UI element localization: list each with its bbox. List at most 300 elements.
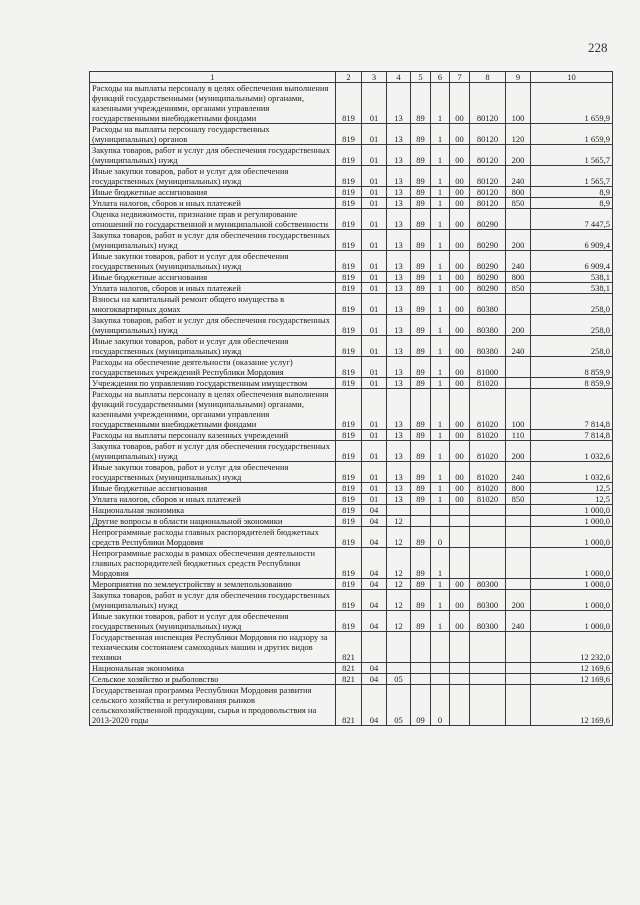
program-code-cell: 89	[411, 251, 431, 272]
section-code-cell: 01	[362, 494, 387, 505]
subprogram-code-cell	[431, 516, 450, 527]
row-name-cell: Иные бюджетные ассигнования	[90, 187, 336, 198]
main-event-code-cell: 00	[450, 198, 470, 209]
ministry-code-cell: 819	[336, 590, 362, 611]
amount-cell: 538,1	[531, 283, 613, 294]
main-event-code-cell: 00	[450, 230, 470, 251]
direction-code-cell: 80120	[470, 83, 506, 124]
header-cell: 8	[470, 72, 506, 83]
section-code-cell: 01	[362, 166, 387, 187]
direction-code-cell: 80300	[470, 611, 506, 632]
row-name-cell: Закупка товаров, работ и услуг для обеспечения государственных (муниципальных) нужд	[90, 590, 336, 611]
ministry-code-cell: 819	[336, 166, 362, 187]
section-code-cell: 01	[362, 378, 387, 389]
expense-type-code-cell: 200	[506, 441, 531, 462]
subprogram-code-cell: 1	[431, 483, 450, 494]
amount-cell: 12 169,6	[531, 674, 613, 685]
amount-cell: 8,9	[531, 198, 613, 209]
subprogram-code-cell: 1	[431, 336, 450, 357]
main-event-code-cell: 00	[450, 336, 470, 357]
amount-cell: 258,0	[531, 336, 613, 357]
section-code-cell: 01	[362, 441, 387, 462]
row-name-cell: Иные закупки товаров, работ и услуг для обеспечения государственных (муниципальных) нужд	[90, 462, 336, 483]
direction-code-cell: 80120	[470, 124, 506, 145]
subsection-code-cell	[387, 505, 411, 516]
row-name-cell: Иные закупки товаров, работ и услуг для обеспечения государственных (муниципальных) нужд	[90, 336, 336, 357]
header-cell: 10	[531, 72, 613, 83]
ministry-code-cell: 819	[336, 378, 362, 389]
subprogram-code-cell: 1	[431, 548, 450, 579]
program-code-cell: 89	[411, 145, 431, 166]
amount-cell: 258,0	[531, 294, 613, 315]
amount-cell: 1 000,0	[531, 590, 613, 611]
direction-code-cell: 80290	[470, 272, 506, 283]
program-code-cell: 89	[411, 124, 431, 145]
table-row	[90, 663, 613, 674]
section-code-cell: 04	[362, 527, 387, 548]
expense-type-code-cell: 240	[506, 462, 531, 483]
table-row	[90, 357, 613, 378]
table-row	[90, 283, 613, 294]
subsection-code-cell: 13	[387, 166, 411, 187]
direction-code-cell	[470, 527, 506, 548]
section-code-cell: 04	[362, 505, 387, 516]
subsection-code-cell: 12	[387, 611, 411, 632]
main-event-code-cell: 00	[450, 166, 470, 187]
expense-type-code-cell: 850	[506, 198, 531, 209]
ministry-code-cell: 819	[336, 83, 362, 124]
program-code-cell: 89	[411, 272, 431, 283]
direction-code-cell: 81020	[470, 389, 506, 430]
subsection-code-cell: 12	[387, 548, 411, 579]
expense-type-code-cell	[506, 527, 531, 548]
section-code-cell: 04	[362, 548, 387, 579]
row-name-cell: Уплата налогов, сборов и иных платежей	[90, 494, 336, 505]
direction-code-cell: 80290	[470, 283, 506, 294]
expense-type-code-cell	[506, 579, 531, 590]
subprogram-code-cell: 1	[431, 230, 450, 251]
ministry-code-cell: 819	[336, 283, 362, 294]
ministry-code-cell: 819	[336, 357, 362, 378]
row-name-cell: Иные бюджетные ассигнования	[90, 272, 336, 283]
main-event-code-cell: 00	[450, 389, 470, 430]
section-code-cell: 04	[362, 663, 387, 674]
header-cell: 1	[90, 72, 336, 83]
section-code-cell	[362, 632, 387, 663]
subprogram-code-cell: 1	[431, 579, 450, 590]
program-code-cell	[411, 663, 431, 674]
direction-code-cell	[470, 685, 506, 726]
program-code-cell: 89	[411, 483, 431, 494]
direction-code-cell	[470, 632, 506, 663]
expense-type-code-cell: 200	[506, 230, 531, 251]
table-body	[90, 83, 613, 726]
section-code-cell: 04	[362, 516, 387, 527]
program-code-cell: 89	[411, 209, 431, 230]
subsection-code-cell: 12	[387, 579, 411, 590]
program-code-cell	[411, 674, 431, 685]
amount-cell: 1 000,0	[531, 611, 613, 632]
program-code-cell: 89	[411, 315, 431, 336]
subsection-code-cell	[387, 663, 411, 674]
direction-code-cell	[470, 516, 506, 527]
main-event-code-cell	[450, 505, 470, 516]
header-cell: 5	[411, 72, 431, 83]
row-name-cell: Уплата налогов, сборов и иных платежей	[90, 198, 336, 209]
direction-code-cell: 80380	[470, 294, 506, 315]
ministry-code-cell: 819	[336, 294, 362, 315]
expense-type-code-cell	[506, 674, 531, 685]
main-event-code-cell: 00	[450, 294, 470, 315]
amount-cell: 258,0	[531, 315, 613, 336]
main-event-code-cell: 00	[450, 430, 470, 441]
table-row	[90, 590, 613, 611]
main-event-code-cell: 00	[450, 315, 470, 336]
table-row	[90, 83, 613, 124]
main-event-code-cell	[450, 674, 470, 685]
row-name-cell: Иные закупки товаров, работ и услуг для обеспечения государственных (муниципальных) нужд	[90, 251, 336, 272]
ministry-code-cell: 819	[336, 251, 362, 272]
header-cell: 6	[431, 72, 450, 83]
section-code-cell: 01	[362, 124, 387, 145]
table-row	[90, 198, 613, 209]
amount-cell: 1 000,0	[531, 548, 613, 579]
ministry-code-cell: 819	[336, 579, 362, 590]
program-code-cell: 89	[411, 527, 431, 548]
subsection-code-cell: 13	[387, 462, 411, 483]
amount-cell: 1 565,7	[531, 145, 613, 166]
expense-type-code-cell: 200	[506, 590, 531, 611]
main-event-code-cell: 00	[450, 283, 470, 294]
ministry-code-cell: 821	[336, 674, 362, 685]
main-event-code-cell: 00	[450, 590, 470, 611]
table-row	[90, 505, 613, 516]
program-code-cell: 89	[411, 579, 431, 590]
ministry-code-cell: 819	[336, 483, 362, 494]
section-code-cell: 01	[362, 272, 387, 283]
subprogram-code-cell: 1	[431, 294, 450, 315]
section-code-cell: 01	[362, 145, 387, 166]
program-code-cell: 89	[411, 198, 431, 209]
section-code-cell: 01	[362, 283, 387, 294]
direction-code-cell: 81020	[470, 430, 506, 441]
program-code-cell: 89	[411, 611, 431, 632]
direction-code-cell: 80300	[470, 579, 506, 590]
subprogram-code-cell: 1	[431, 494, 450, 505]
direction-code-cell: 80290	[470, 251, 506, 272]
table-row	[90, 516, 613, 527]
subprogram-code-cell: 1	[431, 166, 450, 187]
expense-type-code-cell	[506, 294, 531, 315]
main-event-code-cell: 00	[450, 579, 470, 590]
row-name-cell: Иные закупки товаров, работ и услуг для обеспечения государственных (муниципальных) нужд	[90, 166, 336, 187]
main-event-code-cell: 00	[450, 494, 470, 505]
subsection-code-cell: 13	[387, 315, 411, 336]
table-row	[90, 315, 613, 336]
expense-type-code-cell: 240	[506, 611, 531, 632]
section-code-cell: 01	[362, 389, 387, 430]
main-event-code-cell: 00	[450, 378, 470, 389]
amount-cell: 1 659,9	[531, 124, 613, 145]
main-event-code-cell: 00	[450, 611, 470, 632]
ministry-code-cell: 821	[336, 685, 362, 726]
row-name-cell: Закупка товаров, работ и услуг для обеспечения государственных (муниципальных) нужд	[90, 441, 336, 462]
header-cell: 4	[387, 72, 411, 83]
expense-type-code-cell: 800	[506, 483, 531, 494]
direction-code-cell: 81020	[470, 441, 506, 462]
section-code-cell: 04	[362, 685, 387, 726]
subsection-code-cell: 13	[387, 430, 411, 441]
expense-type-code-cell	[506, 209, 531, 230]
amount-cell: 7 447,5	[531, 209, 613, 230]
subsection-code-cell: 13	[387, 145, 411, 166]
main-event-code-cell	[450, 663, 470, 674]
section-code-cell: 01	[362, 198, 387, 209]
amount-cell: 1 000,0	[531, 527, 613, 548]
table-row	[90, 389, 613, 430]
section-code-cell: 01	[362, 83, 387, 124]
main-event-code-cell: 00	[450, 251, 470, 272]
expense-type-code-cell: 120	[506, 124, 531, 145]
subprogram-code-cell: 1	[431, 187, 450, 198]
section-code-cell: 04	[362, 590, 387, 611]
direction-code-cell: 80380	[470, 315, 506, 336]
main-event-code-cell: 00	[450, 124, 470, 145]
subprogram-code-cell: 1	[431, 357, 450, 378]
ministry-code-cell: 819	[336, 462, 362, 483]
amount-cell: 12,5	[531, 494, 613, 505]
amount-cell: 7 814,8	[531, 430, 613, 441]
main-event-code-cell	[450, 548, 470, 579]
subprogram-code-cell: 1	[431, 272, 450, 283]
amount-cell: 1 565,7	[531, 166, 613, 187]
table-row	[90, 378, 613, 389]
row-name-cell: Закупка товаров, работ и услуг для обеспечения государственных (муниципальных) нужд	[90, 315, 336, 336]
direction-code-cell: 80120	[470, 166, 506, 187]
direction-code-cell	[470, 663, 506, 674]
row-name-cell: Государственная программа Республики Мордовия развития сельского хозяйства и регулирования рынков сельскохозяйственной продукции, сырья и продовольствия на 2013-2020 годы	[90, 685, 336, 726]
amount-cell: 1 032,6	[531, 462, 613, 483]
expense-type-code-cell	[506, 632, 531, 663]
subsection-code-cell: 13	[387, 283, 411, 294]
section-code-cell: 01	[362, 251, 387, 272]
ministry-code-cell: 819	[336, 441, 362, 462]
expense-type-code-cell: 850	[506, 283, 531, 294]
row-name-cell: Оценка недвижимости, признание прав и регулирование отношений по государственной и муниципальной собственности	[90, 209, 336, 230]
table-row	[90, 336, 613, 357]
subprogram-code-cell	[431, 663, 450, 674]
ministry-code-cell: 819	[336, 516, 362, 527]
amount-cell: 8,9	[531, 187, 613, 198]
program-code-cell	[411, 632, 431, 663]
subprogram-code-cell: 1	[431, 389, 450, 430]
subsection-code-cell: 13	[387, 83, 411, 124]
subsection-code-cell: 13	[387, 198, 411, 209]
expense-type-code-cell: 200	[506, 315, 531, 336]
section-code-cell: 01	[362, 357, 387, 378]
subsection-code-cell: 12	[387, 590, 411, 611]
program-code-cell: 89	[411, 83, 431, 124]
amount-cell: 12,5	[531, 483, 613, 494]
program-code-cell: 89	[411, 230, 431, 251]
table-row	[90, 674, 613, 685]
direction-code-cell: 80120	[470, 145, 506, 166]
subprogram-code-cell: 1	[431, 441, 450, 462]
subsection-code-cell: 13	[387, 124, 411, 145]
header-cell: 3	[362, 72, 387, 83]
subprogram-code-cell: 1	[431, 590, 450, 611]
header-cell: 2	[336, 72, 362, 83]
expense-type-code-cell: 100	[506, 389, 531, 430]
subsection-code-cell: 12	[387, 516, 411, 527]
direction-code-cell	[470, 548, 506, 579]
row-name-cell: Закупка товаров, работ и услуг для обеспечения государственных (муниципальных) нужд	[90, 230, 336, 251]
amount-cell: 7 814,8	[531, 389, 613, 430]
ministry-code-cell: 819	[336, 187, 362, 198]
subsection-code-cell: 13	[387, 494, 411, 505]
direction-code-cell: 81020	[470, 462, 506, 483]
section-code-cell: 01	[362, 187, 387, 198]
direction-code-cell: 81020	[470, 378, 506, 389]
table-row	[90, 294, 613, 315]
row-name-cell: Расходы на выплаты персоналу в целях обеспечения выполнения функций государственными (муниципальными) органами, казенными учреждениями, органами управления государственными внебюджетными фондами	[90, 389, 336, 430]
expense-type-code-cell	[506, 357, 531, 378]
section-code-cell: 01	[362, 336, 387, 357]
expense-type-code-cell	[506, 548, 531, 579]
table-row	[90, 441, 613, 462]
program-code-cell: 89	[411, 283, 431, 294]
ministry-code-cell: 819	[336, 209, 362, 230]
ministry-code-cell: 819	[336, 505, 362, 516]
subprogram-code-cell: 1	[431, 462, 450, 483]
subsection-code-cell: 05	[387, 674, 411, 685]
main-event-code-cell: 00	[450, 357, 470, 378]
subsection-code-cell: 12	[387, 527, 411, 548]
expense-type-code-cell	[506, 505, 531, 516]
main-event-code-cell: 00	[450, 441, 470, 462]
subsection-code-cell: 13	[387, 441, 411, 462]
main-event-code-cell	[450, 527, 470, 548]
subprogram-code-cell	[431, 632, 450, 663]
subprogram-code-cell: 1	[431, 611, 450, 632]
subprogram-code-cell	[431, 505, 450, 516]
section-code-cell: 04	[362, 611, 387, 632]
table-row	[90, 230, 613, 251]
subsection-code-cell: 13	[387, 483, 411, 494]
table-row	[90, 272, 613, 283]
table-row	[90, 462, 613, 483]
expense-type-code-cell: 850	[506, 494, 531, 505]
main-event-code-cell: 00	[450, 145, 470, 166]
row-name-cell: Непрограммные расходы главных распорядителей бюджетных средств Республики Мордовия	[90, 527, 336, 548]
program-code-cell: 89	[411, 389, 431, 430]
program-code-cell: 89	[411, 462, 431, 483]
table-row	[90, 251, 613, 272]
ministry-code-cell: 819	[336, 315, 362, 336]
row-name-cell: Расходы на выплаты персоналу в целях обеспечения выполнения функций государственными (муниципальными) органами, казенными учреждениями, органами управления государственными внебюджетными фондами	[90, 83, 336, 124]
program-code-cell: 89	[411, 357, 431, 378]
row-name-cell: Закупка товаров, работ и услуг для обеспечения государственных (муниципальных) нужд	[90, 145, 336, 166]
row-name-cell: Иные закупки товаров, работ и услуг для обеспечения государственных (муниципальных) нужд	[90, 611, 336, 632]
expense-type-code-cell	[506, 685, 531, 726]
direction-code-cell: 80120	[470, 198, 506, 209]
amount-cell: 1 000,0	[531, 505, 613, 516]
amount-cell: 6 909,4	[531, 251, 613, 272]
program-code-cell: 89	[411, 378, 431, 389]
section-code-cell: 01	[362, 483, 387, 494]
row-name-cell: Другие вопросы в области национальной экономики	[90, 516, 336, 527]
expense-type-code-cell: 800	[506, 272, 531, 283]
header-cell: 7	[450, 72, 470, 83]
amount-cell: 6 909,4	[531, 230, 613, 251]
amount-cell: 12 232,0	[531, 632, 613, 663]
expense-type-code-cell	[506, 516, 531, 527]
program-code-cell: 89	[411, 590, 431, 611]
program-code-cell: 09	[411, 685, 431, 726]
ministry-code-cell: 819	[336, 494, 362, 505]
program-code-cell: 89	[411, 336, 431, 357]
subprogram-code-cell: 0	[431, 527, 450, 548]
subprogram-code-cell: 1	[431, 198, 450, 209]
subsection-code-cell: 13	[387, 294, 411, 315]
section-code-cell: 01	[362, 294, 387, 315]
subsection-code-cell: 05	[387, 685, 411, 726]
amount-cell: 8 859,9	[531, 357, 613, 378]
header-cell: 9	[506, 72, 531, 83]
header-row	[90, 72, 613, 83]
program-code-cell: 89	[411, 187, 431, 198]
subprogram-code-cell: 1	[431, 430, 450, 441]
expense-type-code-cell: 240	[506, 251, 531, 272]
expense-type-code-cell: 800	[506, 187, 531, 198]
main-event-code-cell	[450, 632, 470, 663]
section-code-cell: 01	[362, 315, 387, 336]
program-code-cell: 89	[411, 430, 431, 441]
table-row	[90, 166, 613, 187]
subsection-code-cell: 13	[387, 230, 411, 251]
table-row	[90, 579, 613, 590]
table-row	[90, 685, 613, 726]
table-row	[90, 124, 613, 145]
table-row	[90, 548, 613, 579]
section-code-cell: 01	[362, 230, 387, 251]
amount-cell: 1 659,9	[531, 83, 613, 124]
direction-code-cell	[470, 505, 506, 516]
subsection-code-cell: 13	[387, 251, 411, 272]
section-code-cell: 04	[362, 674, 387, 685]
subprogram-code-cell: 1	[431, 209, 450, 230]
ministry-code-cell: 821	[336, 663, 362, 674]
expense-type-code-cell: 200	[506, 145, 531, 166]
expense-type-code-cell: 240	[506, 166, 531, 187]
main-event-code-cell: 00	[450, 483, 470, 494]
row-name-cell: Национальная экономика	[90, 663, 336, 674]
row-name-cell: Государственная инспекция Республики Мордовия по надзору за техническим состоянием самоходных машин и других видов техники	[90, 632, 336, 663]
subprogram-code-cell: 1	[431, 283, 450, 294]
subprogram-code-cell: 1	[431, 124, 450, 145]
subsection-code-cell: 13	[387, 272, 411, 283]
program-code-cell: 89	[411, 294, 431, 315]
direction-code-cell: 81020	[470, 494, 506, 505]
direction-code-cell: 80290	[470, 209, 506, 230]
program-code-cell: 89	[411, 494, 431, 505]
direction-code-cell: 80300	[470, 590, 506, 611]
row-name-cell: Уплата налогов, сборов и иных платежей	[90, 283, 336, 294]
ministry-code-cell: 819	[336, 230, 362, 251]
program-code-cell	[411, 516, 431, 527]
budget-table	[89, 71, 613, 726]
ministry-code-cell: 819	[336, 389, 362, 430]
